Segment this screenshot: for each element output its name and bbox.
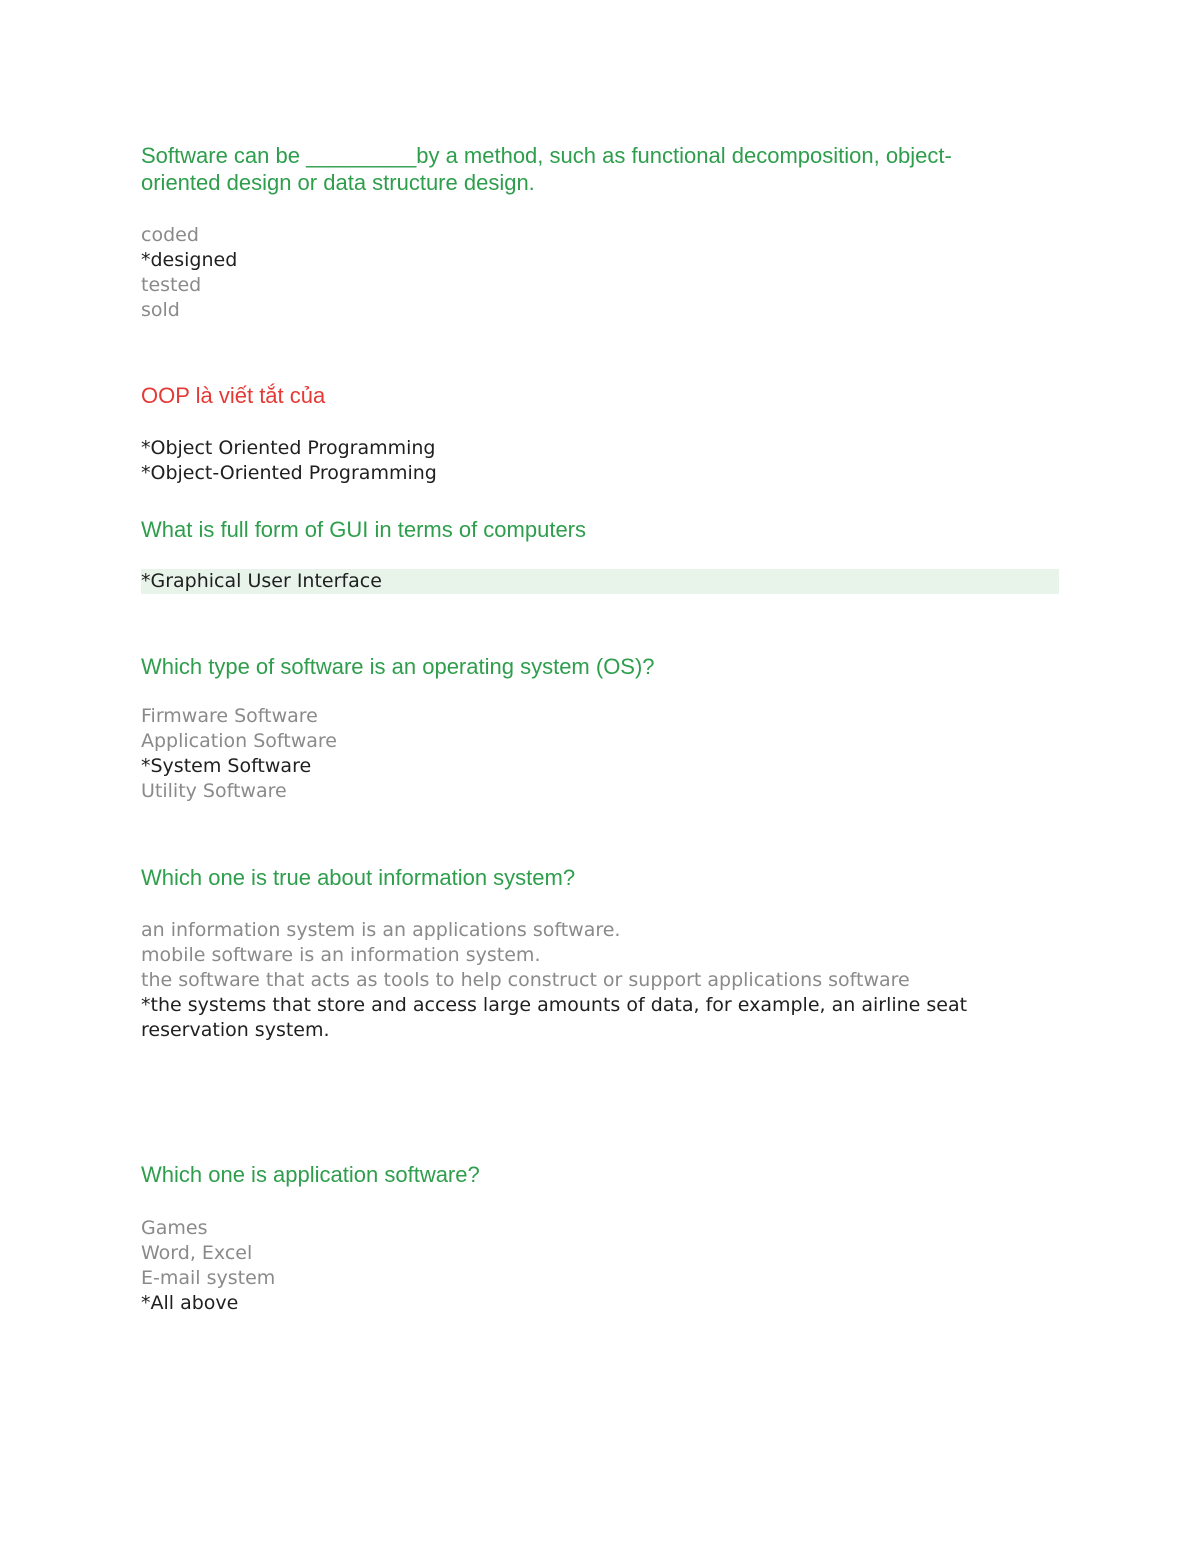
answer-option: an information system is an applications software. [141, 919, 621, 941]
correct-answer: *Object-Oriented Programming [141, 462, 437, 484]
correct-answer: *All above [141, 1292, 239, 1314]
answer-option: Application Software [141, 730, 337, 752]
question-6: Which one is application software? [141, 1162, 480, 1187]
answer-option: E-mail system [141, 1267, 276, 1289]
correct-answer: *the systems that store and access large amounts of data, for example, an airline seat reservation system. [141, 994, 968, 1041]
correct-answer: *designed [141, 249, 238, 271]
question-5: Which one is true about information system? [141, 865, 576, 890]
answer-option: Word, Excel [141, 1242, 253, 1264]
question-2: OOP là viết tắt của [141, 383, 326, 408]
question-3: What is full form of GUI in terms of computers [141, 517, 587, 542]
answers-1 [141, 223, 1041, 323]
answer-option: coded [141, 224, 199, 246]
correct-answer: *Object Oriented Programming [141, 437, 436, 459]
answers-3 [141, 569, 1041, 594]
answers-6 [141, 1216, 1041, 1316]
answer-option: Utility Software [141, 780, 287, 802]
answers-4 [141, 704, 1041, 804]
answer-option: the software that acts as tools to help construct or support applications software [141, 969, 910, 991]
answer-option: sold [141, 299, 180, 321]
question-1: Software can be _________by a method, such as functional decomposition, object-oriented design or data structure design. [141, 143, 952, 195]
answer-option: mobile software is an information system. [141, 944, 541, 966]
correct-answer-highlighted: *Graphical User Interface [141, 569, 1059, 594]
answer-option: Firmware Software [141, 705, 318, 727]
correct-answer: *System Software [141, 755, 312, 777]
answers-2 [141, 436, 1041, 486]
answer-option: tested [141, 274, 202, 296]
question-4: Which type of software is an operating system (OS)? [141, 654, 655, 679]
answers-5 [141, 918, 1041, 1043]
answer-option: Games [141, 1217, 208, 1239]
